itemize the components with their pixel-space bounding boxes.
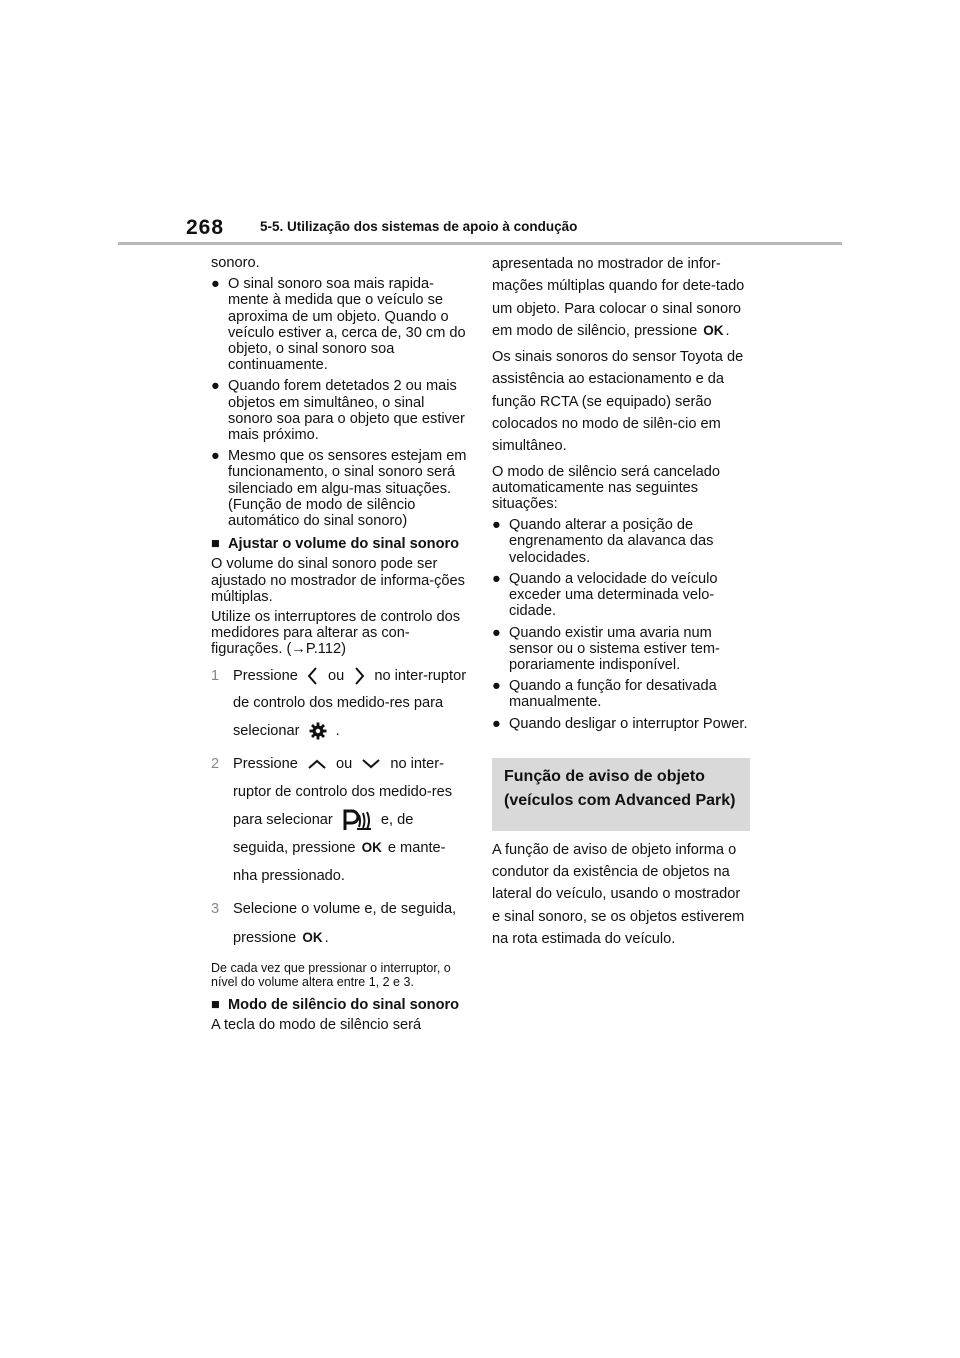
- bullet-text: Quando a velocidade do veículo exceder uma determinada velo-cidade.: [509, 570, 718, 620]
- page-number: 268: [186, 216, 225, 239]
- step-number: 2: [211, 756, 220, 773]
- bullet-item: [492, 517, 750, 566]
- bullet-text: Quando desligar o interruptor Power.: [509, 715, 748, 732]
- step-text: Pressione: [233, 667, 298, 684]
- bullet-text: Quando alterar a posição de engrenamento da alavanca das velocidades.: [509, 517, 714, 566]
- step-1: [211, 663, 469, 746]
- paragraph: O volume do sinal sonoro pode ser ajustado no mostrador de informa-ções múltiplas.: [211, 556, 465, 605]
- paragraph: A função de aviso de objeto informa o condutor da existência de objetos na lateral do veículo, usando o mostrador e sinal sonoro, se os objetos estiverem na rota estimada do veículo.: [492, 841, 745, 947]
- step-text: Pressione: [233, 756, 298, 773]
- step-2: [211, 751, 469, 891]
- bullet-icon: ●: [492, 517, 501, 534]
- subheading-text: Modo de silêncio do sinal sonoro: [228, 996, 460, 1013]
- paragraph-text: apresentada no mostrador de infor-mações múltiplas quando for dete-tado um objeto. Para colocar o sinal sonoro em modo de silêncio, pressione: [492, 256, 745, 339]
- square-icon: ■: [211, 536, 220, 553]
- step-text: no inter-ruptor de controlo dos medido-res para selecionar: [233, 667, 467, 740]
- square-icon: ■: [211, 996, 220, 1013]
- chevron-up-icon: [307, 758, 327, 770]
- step-text: ou: [336, 756, 353, 773]
- bullet-text: O sinal sonoro soa mais rapida-mente à medida que o veículo se aproxima de um objeto. Quando o veículo estiver a, cerca de, 30 cm do objeto, o sinal sonoro soa continuamente.: [228, 276, 466, 374]
- bullet-text: Mesmo que os sensores estejam em funcionamento, o sinal sonoro será silenciado em algu-mas situações.(Função de modo de silêncio automático do sinal sonoro): [228, 448, 467, 530]
- bullet-icon: ●: [492, 678, 501, 695]
- bullet-item: [492, 571, 750, 620]
- left-column: [211, 255, 469, 1033]
- bullet-item: [211, 378, 469, 443]
- ok-icon: OK: [703, 322, 724, 338]
- paragraph: Utilize os interruptores de controlo dos medidores para alterar as con-figurações. (→P.112): [211, 609, 461, 658]
- bullet-item: [492, 678, 750, 710]
- bullet-icon: ●: [492, 624, 501, 641]
- paragraph: [492, 253, 750, 342]
- bullet-icon: ●: [211, 448, 220, 465]
- step-number: 3: [211, 901, 220, 918]
- paragraph: A tecla do modo de silêncio será: [211, 1016, 422, 1033]
- header-rule: [118, 242, 842, 245]
- chevron-down-icon: [361, 758, 381, 770]
- ok-icon: OK: [302, 929, 323, 945]
- paragraph: Os sinais sonoros do sensor Toyota de assistência ao estacionamento e da função RCTA (se equipado) serão colocados no modo de silên-cio em simultâneo.: [492, 349, 744, 455]
- paragraph: O modo de silêncio será cancelado automaticamente nas seguintes situações:: [492, 463, 720, 513]
- bullet-text: Quando forem detetados 2 ou mais objetos em simultâneo, o sinal sonoro soa para o objeto que estiver mais próximo.: [228, 378, 465, 444]
- bullet-icon: ●: [492, 570, 501, 587]
- ok-icon: OK: [361, 840, 382, 856]
- subheading-text: Ajustar o volume do sinal sonoro: [228, 536, 460, 553]
- chevron-right-icon: [353, 666, 365, 686]
- bullet-text: Quando a função for desativada manualmente.: [509, 678, 717, 711]
- step-text: no inter-ruptor de controlo dos medido-res para selecionar: [233, 756, 453, 828]
- section-title: 5-5. Utilização dos sistemas de apoio à condução: [260, 219, 578, 234]
- bullet-item: [492, 625, 750, 674]
- gear-icon: [309, 722, 327, 740]
- bullet-icon: ●: [492, 715, 501, 732]
- subheading-volume: [211, 536, 469, 552]
- step-number: 1: [211, 667, 220, 684]
- step-text: Selecione o volume e, de seguida, pressione: [233, 901, 457, 946]
- bullet-item: [211, 448, 469, 529]
- bullet-item: [492, 716, 750, 732]
- step-text: ou: [328, 667, 345, 684]
- chevron-left-icon: [307, 666, 319, 686]
- right-column: [492, 255, 750, 950]
- subheading-silent-mode: [211, 997, 469, 1013]
- bullet-text: Quando existir uma avaria num sensor ou o sistema estiver tem-porariamente indisponível.: [509, 624, 720, 673]
- step-text: .: [335, 723, 340, 740]
- bullet-icon: ●: [211, 276, 220, 293]
- section-heading-box: Função de aviso de objeto (veículos com Advanced Park): [492, 758, 750, 831]
- bullet-icon: ●: [211, 378, 220, 395]
- step-text: e, de seguida, pressione: [233, 811, 414, 857]
- step-text: .: [324, 929, 329, 946]
- intro-text: sonoro.: [211, 255, 260, 271]
- paragraph-text: .: [725, 322, 730, 339]
- note-text: De cada vez que pressionar o interruptor, o nível do volume altera entre 1, 2 e 3.: [211, 960, 451, 990]
- parking-sensor-icon: [342, 809, 372, 831]
- step-text: e mante-nha pressionado.: [233, 840, 446, 885]
- bullet-item: [211, 276, 469, 373]
- step-3: [211, 896, 469, 953]
